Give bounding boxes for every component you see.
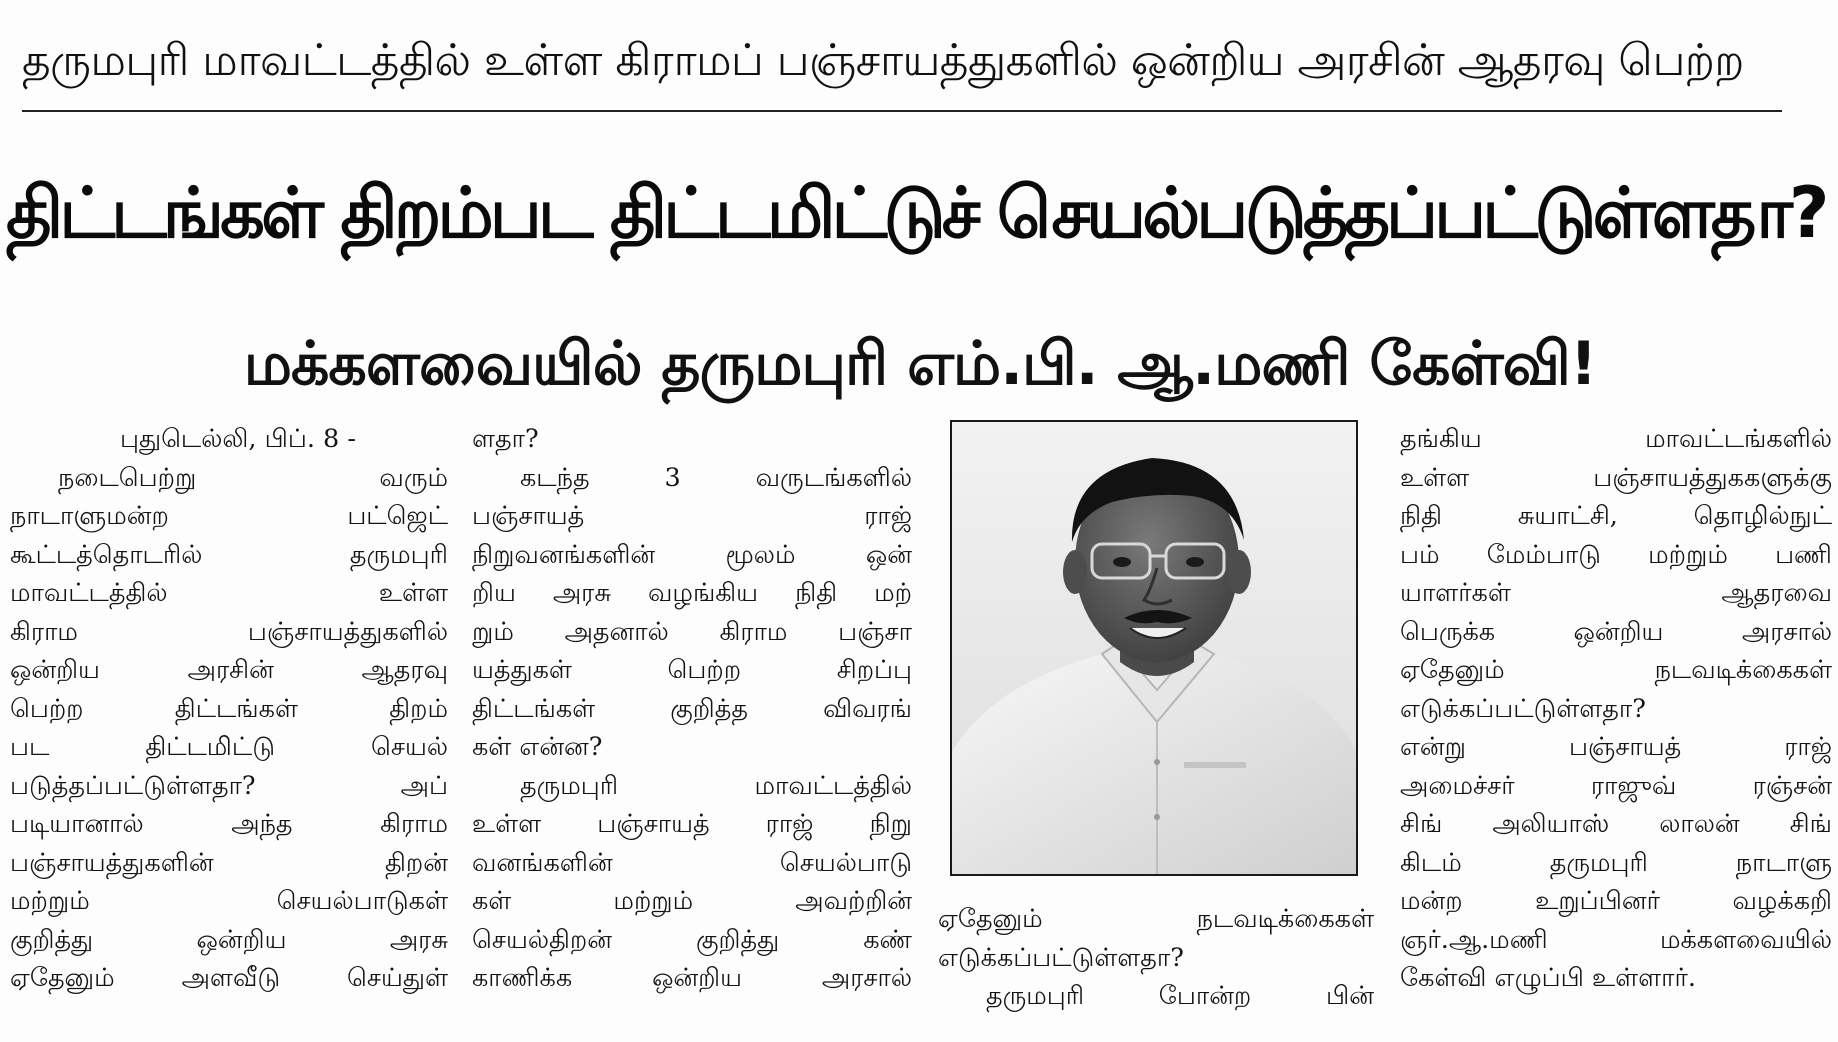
column-line: குறித்து ஒன்றிய அரசு (10, 924, 448, 955)
column-line: கள் மற்றும் அவற்றின் (472, 886, 912, 916)
column-line: நிறுவனங்களின் மூலம் ஒன் (472, 539, 912, 570)
column-line: நிதி சுயாட்சி, தொழில்நுட் (1400, 501, 1832, 531)
sub-headline: மக்களவையில் தருமபுரி எம்.பி. ஆ.மணி கேள்வி! (243, 329, 1597, 399)
column-line: பஞ்சாயத் ராஜ் (472, 501, 912, 531)
mp-portrait-photo (950, 420, 1358, 876)
column-line: தங்கிய மாவட்டங்களில் (1400, 424, 1832, 454)
column-line: ஏதேனும் அளவீடு செய்துள் (10, 963, 448, 993)
kicker-headline: தருமபுரி மாவட்டத்தில் உள்ள கிராமப் பஞ்சாயத்துகளில் ஒன்றிய அரசின் ஆதரவு பெற்ற (22, 18, 1782, 112)
main-headline: திட்டங்கள் திறம்பட திட்டமிட்டுச் செயல்படுத்தப்பட்டுள்ளதா? (6, 172, 1826, 254)
column-line: செயல்திறன் குறித்து கண் (472, 924, 912, 955)
column-line: பட திட்டமிட்டு செயல் (10, 732, 448, 762)
column-line: படியானால் அந்த கிராம (10, 809, 448, 839)
portrait-illustration (952, 422, 1356, 874)
column-line: நாடாளுமன்ற பட்ஜெட் (10, 501, 448, 531)
column-line: கிராம பஞ்சாயத்துகளில் (10, 616, 448, 647)
column-line: மன்ற உறுப்பினர் வழக்கறி (1400, 886, 1832, 916)
article-column-4 (1400, 420, 1832, 1035)
column-line: தருமபுரி மாவட்டத்தில் (520, 770, 912, 801)
column-line: சிங் அலியாஸ் லாலன் சிங் (1400, 809, 1832, 839)
column-line: யத்துகள் பெற்ற சிறப்பு (472, 655, 912, 685)
column-line: உள்ள பஞ்சாயத் ராஜ் நிறு (472, 809, 912, 839)
column-line: திட்டங்கள் குறித்த விவரங் (472, 693, 912, 724)
article-column-1 (10, 420, 448, 1035)
column-line: எடுக்கப்பட்டுள்ளதா? (938, 942, 1184, 973)
column-line: மாவட்டத்தில் உள்ள (10, 578, 448, 608)
column-line: காணிக்க ஒன்றிய அரசால் (472, 963, 912, 993)
column-line: றும் அதனால் கிராம பஞ்சா (472, 616, 912, 647)
column-line: றிய அரசு வழங்கிய நிதி மற் (472, 578, 912, 608)
column-line: அமைச்சர் ராஜுவ் ரஞ்சன் (1400, 770, 1832, 801)
column-line: படுத்தப்பட்டுள்ளதா? அப் (10, 770, 448, 801)
article-column-2 (472, 420, 912, 1035)
column-line: கிடம் தருமபுரி நாடாளு (1400, 847, 1832, 878)
column-line: ஏதேனும் நடவடிக்கைகள் (1400, 655, 1832, 685)
column-line: பஞ்சாயத்துகளின் திறன் (10, 847, 448, 878)
column-line: யாளர்கள் ஆதரவை (1400, 578, 1832, 608)
column-line: நடைபெற்று வரும் (58, 462, 448, 493)
column-line: கூட்டத்தொடரில் தருமபுரி (10, 539, 448, 570)
column-line: கடந்த 3 வருடங்களில் (520, 462, 912, 493)
column-line: பம் மேம்பாடு மற்றும் பணி (1400, 539, 1832, 570)
dateline: புதுடெல்லி, பிப். 8 - (120, 424, 356, 454)
column-line: தருமபுரி போன்ற பின் (986, 981, 1374, 1011)
column-line: ளதா? (472, 424, 539, 454)
column-line: ஞர்.ஆ.மணி மக்களவையில் (1400, 924, 1832, 955)
column-line: கேள்வி எழுப்பி உள்ளார். (1400, 963, 1696, 993)
column-line: பெருக்க ஒன்றிய அரசால் (1400, 616, 1832, 647)
column-line: கள் என்ன? (472, 732, 603, 762)
column-line: எடுக்கப்பட்டுள்ளதா? (1400, 693, 1646, 724)
column-line: என்று பஞ்சாயத் ராஜ் (1400, 732, 1832, 762)
column-line: வனங்களின் செயல்பாடு (472, 847, 912, 878)
column-line: மற்றும் செயல்பாடுகள் (10, 886, 448, 916)
column-line: உள்ள பஞ்சாயத்துககளுக்கு (1400, 462, 1832, 493)
column-line: ஏதேனும் நடவடிக்கைகள் (938, 904, 1374, 934)
photo-caption-column (938, 900, 1374, 1040)
column-line: பெற்ற திட்டங்கள் திறம் (10, 693, 448, 724)
column-line: ஒன்றிய அரசின் ஆதரவு (10, 655, 448, 685)
